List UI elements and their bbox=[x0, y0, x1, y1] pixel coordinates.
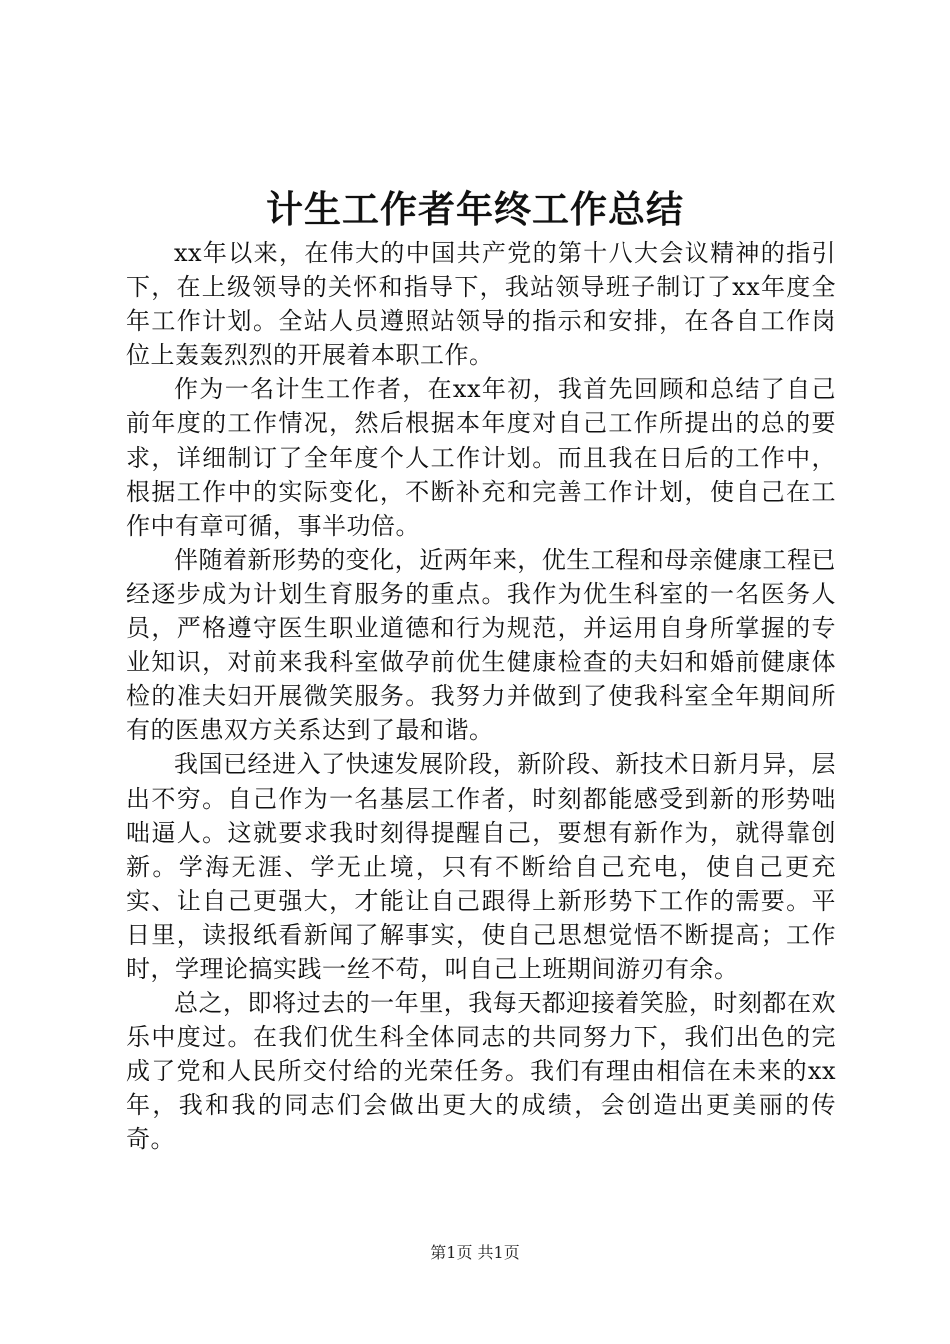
document-title: 计生工作者年终工作总结 bbox=[266, 187, 684, 231]
body-paragraph-2: 作为一名计生工作者，在xx年初，我首先回顾和总结了自己前年度的工作情况，然后根据本年度对自己工作所提出的总的要求，详细制订了全年度个人工作计划。而且我在日后的工作中，根据工作中的实际变化，不断补充和完善工作计划，使自己在工作中有章可循，事半功倍。 bbox=[126, 375, 836, 540]
document-body bbox=[126, 236, 836, 1157]
body-paragraph-3: 伴随着新形势的变化，近两年来，优生工程和母亲健康工程已经逐步成为计划生育服务的重点。我作为优生科室的一名医务人员，严格遵守医生职业道德和行为规范，并运用自身所掌握的专业知识，对前来我科室做孕前优生健康检查的夫妇和婚前健康体检的准夫妇开展微笑服务。我努力并做到了使我科室全年期间所有的医患双方关系达到了最和谐。 bbox=[126, 545, 836, 745]
body-paragraph-1: xx年以来，在伟大的中国共产党的第十八大会议精神的指引下，在上级领导的关怀和指导下，我站领导班子制订了xx年度全年工作计划。全站人员遵照站领导的指示和安排，在各自工作岗位上轰轰烈烈的开展着本职工作。 bbox=[126, 239, 836, 370]
page-number-footer: 第1页 共1页 bbox=[430, 1243, 520, 1262]
body-paragraph-4: 我国已经进入了快速发展阶段，新阶段、新技术日新月异，层出不穷。自己作为一名基层工作者，时刻都能感受到新的形势咄咄逼人。这就要求我时刻得提醒自己，要想有新作为，就得靠创新。学海无涯、学无止境，只有不断给自己充电，使自己更充实、让自己更强大，才能让自己跟得上新形势下工作的需要。平日里，读报纸看新闻了解事实，使自己思想觉悟不断提高；工作时，学理论搞实践一丝不苟，叫自己上班期间游刃有余。 bbox=[126, 750, 836, 983]
body-paragraph-5: 总之，即将过去的一年里，我每天都迎接着笑脸，时刻都在欢乐中度过。在我们优生科全体同志的共同努力下，我们出色的完成了党和人民所交付给的光荣任务。我们有理由相信在未来的xx年，我和我的同志们会做出更大的成绩，会创造出更美丽的传奇。 bbox=[126, 989, 836, 1154]
